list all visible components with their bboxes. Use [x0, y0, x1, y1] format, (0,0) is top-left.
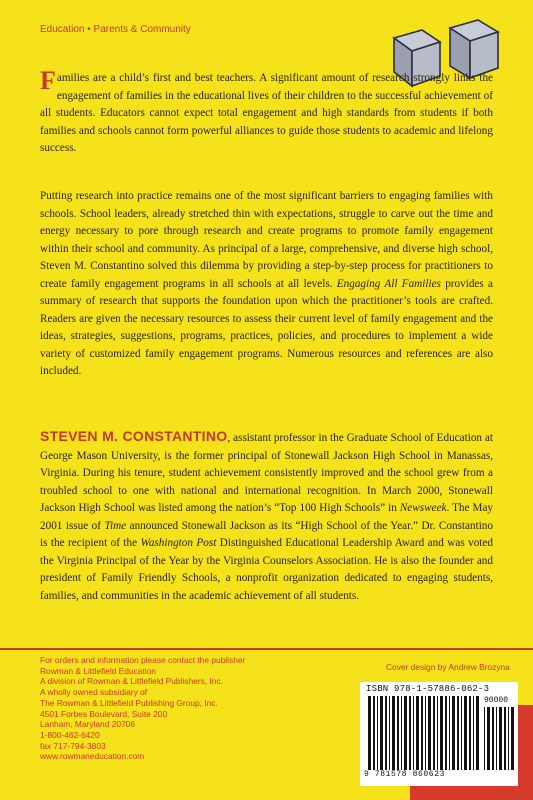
publisher-url: www.rowmaneducation.com — [40, 751, 145, 762]
publisher-info — [40, 655, 245, 762]
red-divider-strip — [0, 648, 533, 650]
publisher-line: A wholly owned subsidiary of — [40, 687, 148, 698]
publisher-line: Lanham, Maryland 20706 — [40, 719, 135, 730]
publisher-line: Rowman & Littlefield Education — [40, 665, 156, 676]
barcode-addon-number: 90000 — [484, 696, 509, 705]
isbn-text: ISBN 978-1-57886-062-3 — [366, 684, 490, 694]
publisher-line: The Rowman & Littlefield Publishing Group, Inc. — [40, 697, 218, 708]
barcode-bars — [368, 696, 480, 770]
publisher-line: fax 717-794-3803 — [40, 740, 106, 751]
publisher-line: 4501 Forbes Boulevard, Suite 200 — [40, 708, 168, 719]
barcode-number: 9 781578 860623 — [364, 770, 446, 779]
barcode — [360, 682, 518, 786]
description-paragraph: Putting research into practice remains one of the most significant barriers to engaging families with schools. School leaders, already stretched thin with expectations, struggle to carve out the time and energy necessary to pore through research and create programs to promote family engagement within their school and community. As principal of a large, comprehensive, and diverse high school, Steven M. Constantino solved this dilemma by providing a step-by-step process for practitioners to create family engagement programs in all schools at all levels. Engaging All Families provides a summary of research that supports the foundation upon which the practitioner’s tools are crafted. Readers are given the necessary resources to assess their current level of family engagement and the ideas, strategies, suggestions, programs, practices, policies, and procedures to implement a wide variety of customized family engagement programs. Numerous resources and references are also included. — [40, 190, 493, 377]
publisher-line: 1-800-462-6420 — [40, 729, 100, 740]
cover-design-credit: Cover design by Andrew Brozyna — [386, 662, 510, 672]
category-label: Education • Parents & Community — [40, 24, 191, 35]
drop-cap: F — [40, 66, 56, 95]
book-title: Engaging All Families — [336, 277, 441, 290]
publisher-line: For orders and information please contact the publisher — [40, 655, 246, 665]
author-name: STEVEN M. CONSTANTINO — [40, 428, 228, 444]
barcode-addon-bars — [484, 707, 514, 770]
author-bio: STEVEN M. CONSTANTINO, assistant professor in the Graduate School of Education at George Mason University, is the former principal of Stonewall Jackson High School in Manassas, Virginia. During his tenure, student achievement consistently improved and the school grew from a troubled school to one with national and international recognition. In March 2000, Stonewall Jackson High School was listed among the nation’s “Top 100 High Schools” in Newsweek. The May 2001 issue of Time announced Stonewall Jackson as its “High School of the Year.” Dr. Constantino is the recipient of the Washington Post Distinguished Educational Leadership Award and was voted the Virginia Principal of the Year by the Virginia Counselors Association. He is also the founder and president of Family Friendly Schools, a nonprofit organization dedicated to engaging students, families, and communities in the academic achievement of all students. — [40, 428, 493, 602]
publisher-line: A division of Rowman & Littlefield Publishers, Inc. — [40, 676, 223, 687]
intro-paragraph: Families are a child’s first and best teachers. A significant amount of research strongly links the engagement of families in the educational lives of their children to the successful achievement of all students. Educators cannot expect total engagement and high standards from students if both families and schools cannot form powerful alliances to guide those students to academic and lifelong success. — [40, 66, 493, 154]
